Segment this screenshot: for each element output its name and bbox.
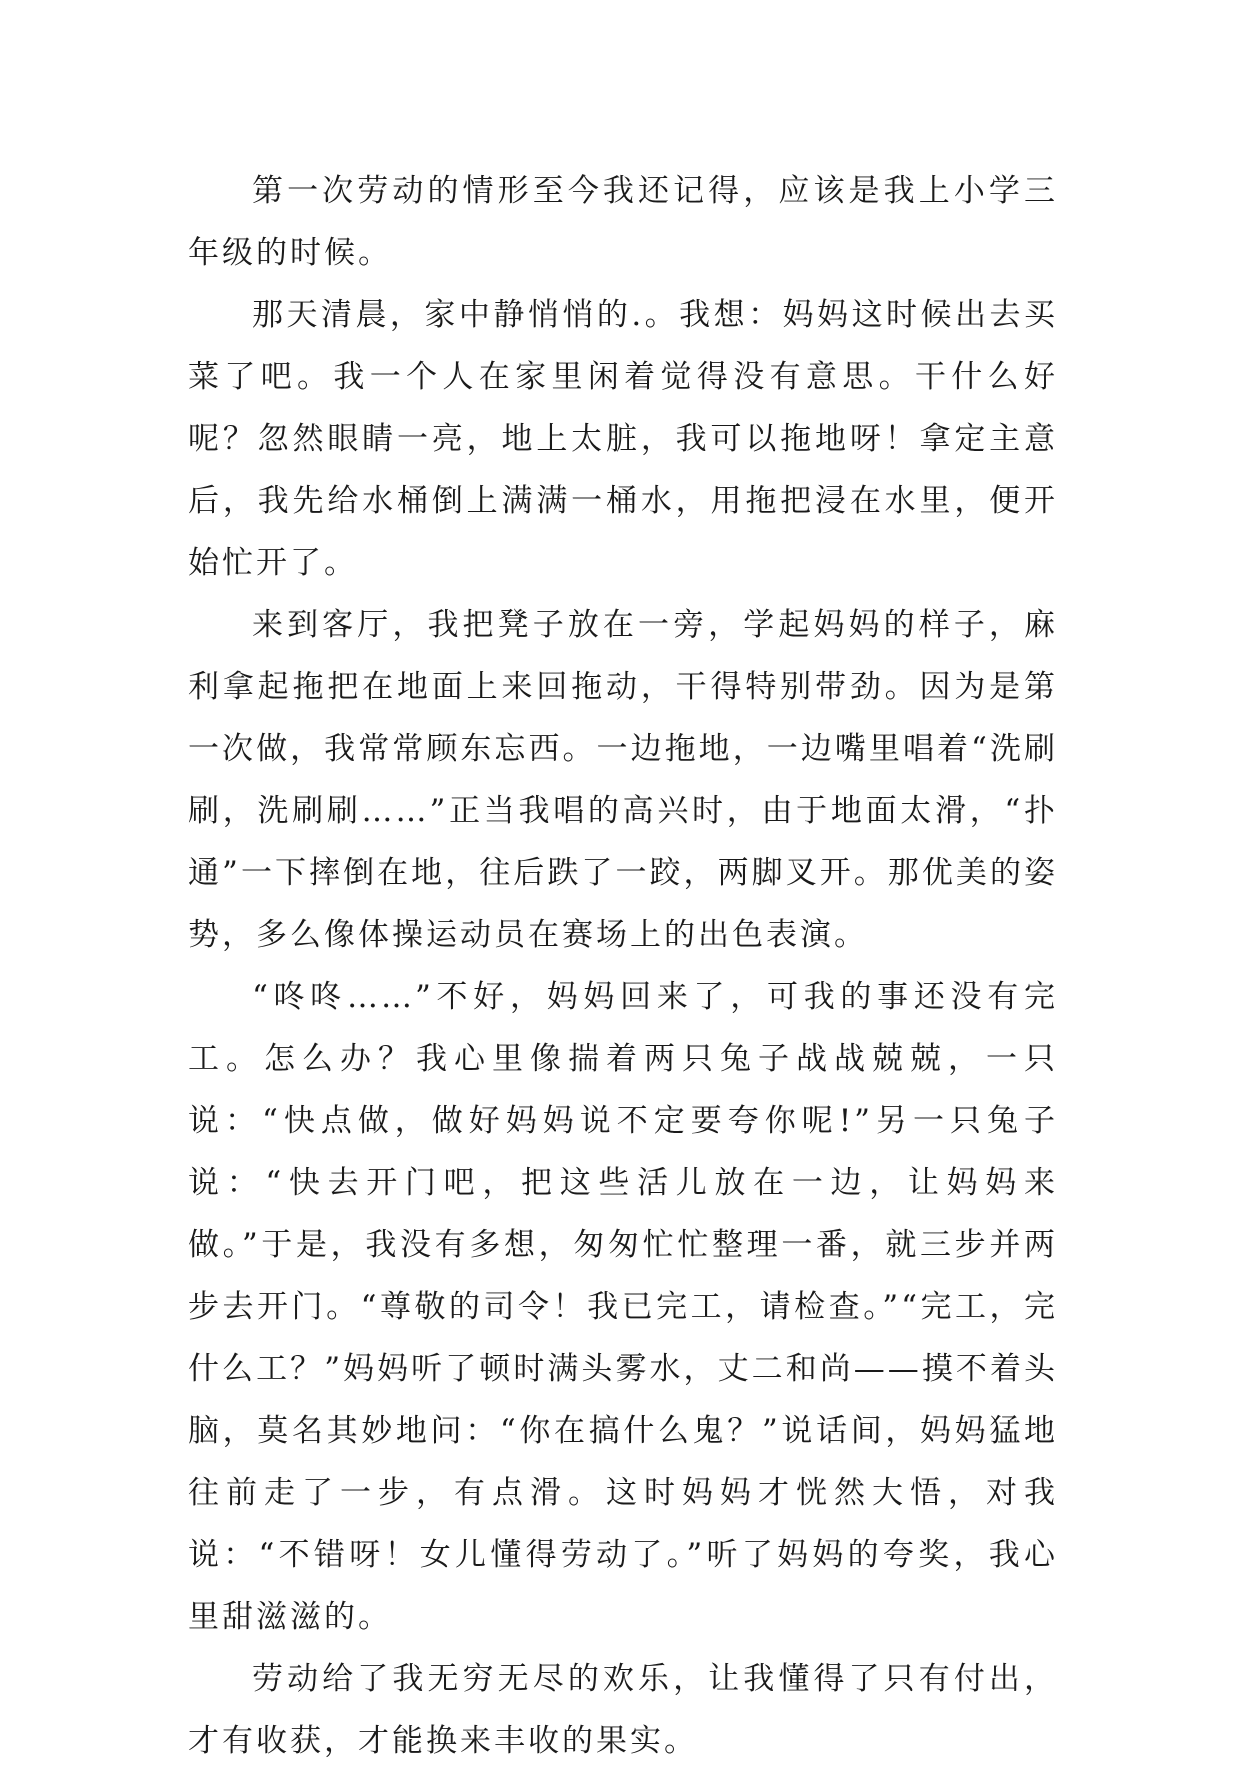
essay-body <box>188 160 1058 1772</box>
paragraph-3: 来到客厅，我把凳子放在一旁，学起妈妈的样子，麻利拿起拖把在地面上来回拖动，干得特别带劲。因为是第一次做，我常常顾东忘西。一边拖地，一边嘴里唱着“洗刷刷，洗刷刷……”正当我唱的高兴时，由于地面太滑，“扑通”一下摔倒在地，往后跌了一跤，两脚叉开。那优美的姿势，多么像体操运动员在赛场上的出色表演。 <box>188 607 1058 953</box>
paragraph-5: 劳动给了我无穷无尽的欢乐，让我懂得了只有付出，才有收获，才能换来丰收的果实。 <box>188 1661 1058 1759</box>
paragraph-2: 那天清晨，家中静悄悄的.。我想：妈妈这时候出去买菜了吧。我一个人在家里闲着觉得没有意思。干什么好呢？忽然眼睛一亮，地上太脏，我可以拖地呀！拿定主意后，我先给水桶倒上满满一桶水，用拖把浸在水里，便开始忙开了。 <box>188 297 1058 581</box>
paragraph-4: “咚咚……”不好，妈妈回来了，可我的事还没有完工。怎么办？我心里像揣着两只兔子战战兢兢，一只说：“快点做，做好妈妈说不定要夸你呢!”另一只兔子说：“快去开门吧，把这些活儿放在一边，让妈妈来做。”于是，我没有多想，匆匆忙忙整理一番，就三步并两步去开门。“尊敬的司令！我已完工，请检查。”“完工，完什么工？”妈妈听了顿时满头雾水，丈二和尚——摸不着头脑，莫名其妙地问：“你在搞什么鬼？”说话间，妈妈猛地往前走了一步，有点滑。这时妈妈才恍然大悟，对我说：“不错呀！女儿懂得劳动了。”听了妈妈的夸奖，我心里甜滋滋的。 <box>188 979 1058 1635</box>
paragraph-1: 第一次劳动的情形至今我还记得，应该是我上小学三年级的时候。 <box>188 173 1058 271</box>
